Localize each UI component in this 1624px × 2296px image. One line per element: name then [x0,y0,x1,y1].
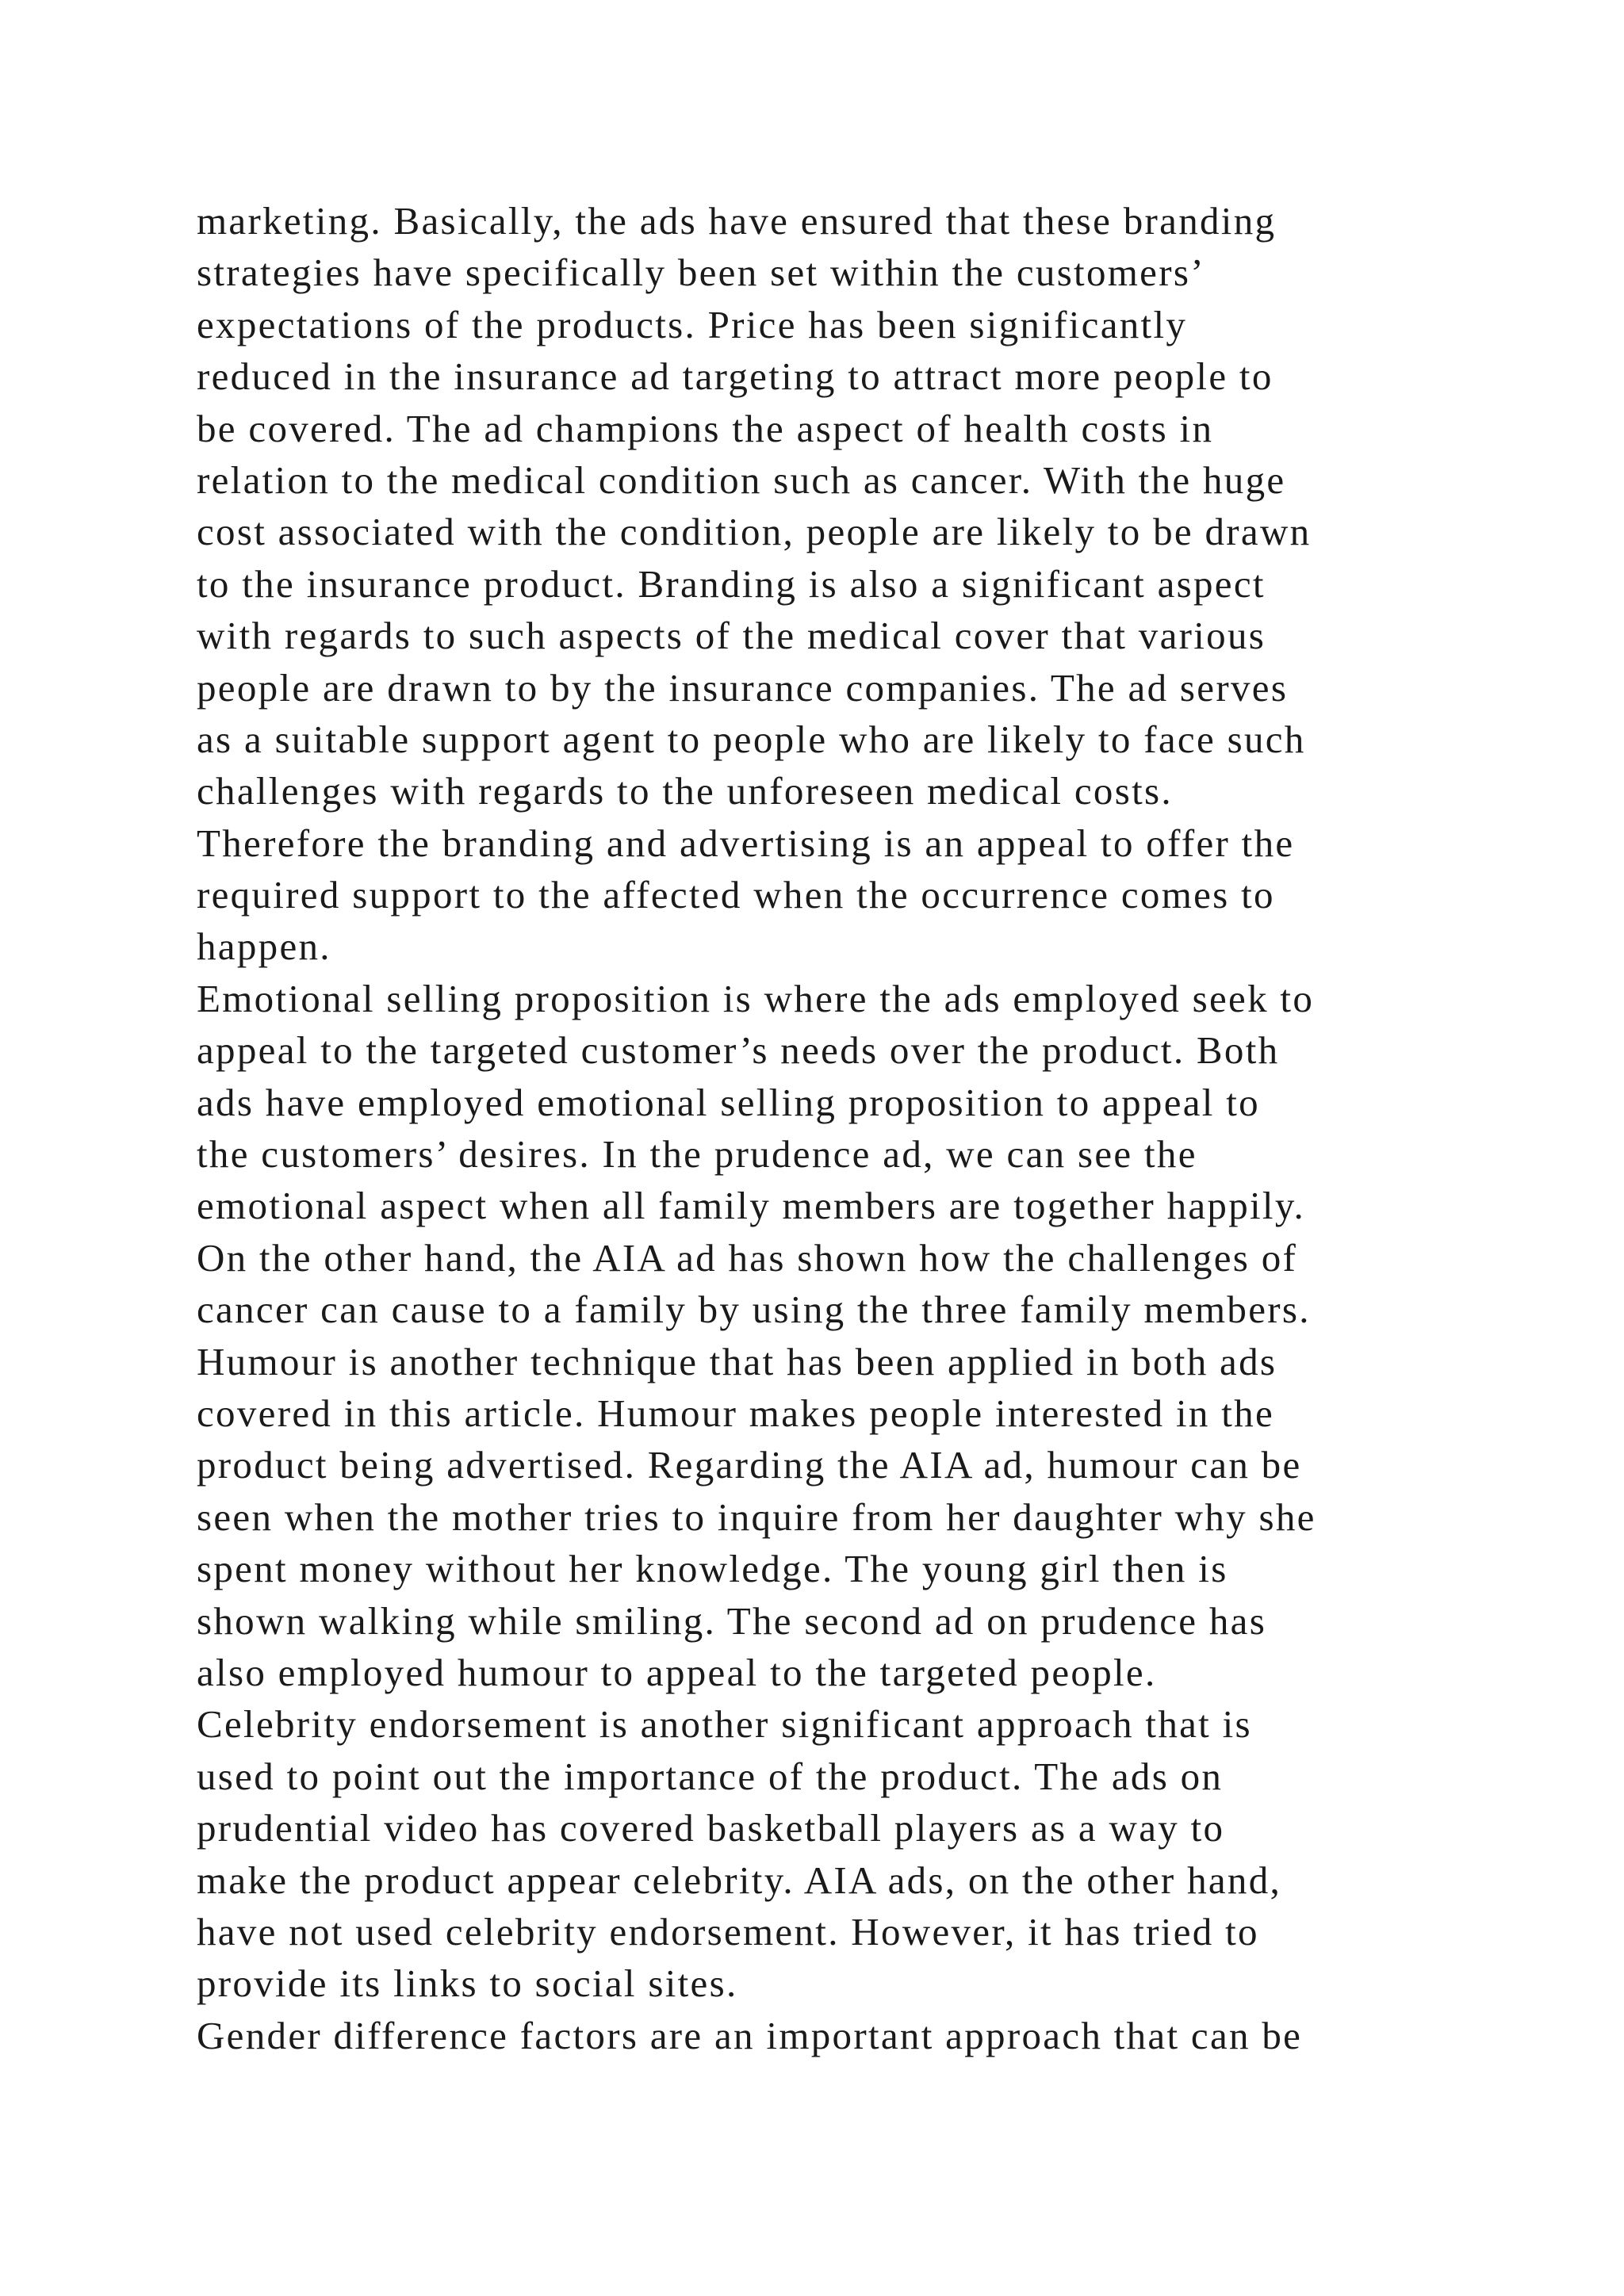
text-line: make the product appear celebrity. AIA ads, on the other hand, [197,1858,1282,1902]
text-line: Therefore the branding and advertising is an appeal to offer the [197,821,1295,865]
text-line: relation to the medical condition such as cancer. With the huge [197,457,1286,502]
text-line: happen. [197,924,331,969]
text-line: the customers’ desires. In the prudence ad, we can see the [197,1132,1197,1177]
text-line: emotional aspect when all family members are together happily. [197,1184,1306,1228]
text-line: product being advertised. Regarding the AIA ad, humour can be [197,1443,1302,1487]
text-line: marketing. Basically, the ads have ensured that these branding [197,199,1277,243]
text-line: On the other hand, the AIA ad has shown how the challenges of [197,1235,1298,1280]
text-line: reduced in the insurance ad targeting to attract more people to [197,354,1274,399]
text-line: appeal to the targeted customer’s needs over the product. Both [197,1028,1280,1073]
text-line: Celebrity endorsement is another significant approach that is [197,1702,1252,1747]
text-line: have not used celebrity endorsement. However, it has tried to [197,1909,1259,1954]
text-line: cancer can cause to a family by using the three family members. [197,1288,1311,1332]
text-line: ads have employed emotional selling proposition to appeal to [197,1080,1260,1124]
text-line: challenges with regards to the unforeseen medical costs. [197,769,1173,813]
text-line: prudential video has covered basketball players as a way to [197,1806,1225,1850]
text-line: with regards to such aspects of the medical cover that various [197,614,1266,658]
text-line: required support to the affected when the occurrence comes to [197,873,1275,917]
text-line: provide its links to social sites. [197,1961,738,2006]
text-line: expectations of the products. Price has been significantly [197,302,1188,346]
text-line: also employed humour to appeal to the targeted people. [197,1650,1157,1694]
text-line: Humour is another technique that has been applied in both ads [197,1339,1277,1383]
text-line: be covered. The ad champions the aspect of health costs in [197,406,1214,450]
text-line: to the insurance product. Branding is also a significant aspect [197,561,1266,606]
body-text [197,195,1481,2061]
text-line: as a suitable support agent to people who are likely to face such [197,717,1306,761]
text-line: Gender difference factors are an important approach that can be [197,2013,1303,2057]
text-line: cost associated with the condition, people are likely to be drawn [197,510,1312,554]
text-line: used to point out the importance of the product. The ads on [197,1754,1224,1798]
text-line: strategies have specifically been set within the customers’ [197,251,1205,295]
text-line: people are drawn to by the insurance companies. The ad serves [197,665,1289,710]
text-line: shown walking while smiling. The second ad on prudence has [197,1598,1267,1643]
text-line: Emotional selling proposition is where the ads employed seek to [197,976,1315,1020]
text-line: covered in this article. Humour makes people interested in the [197,1391,1275,1435]
text-line: spent money without her knowledge. The young girl then is [197,1547,1228,1591]
text-line: seen when the mother tries to inquire from her daughter why she [197,1494,1316,1539]
